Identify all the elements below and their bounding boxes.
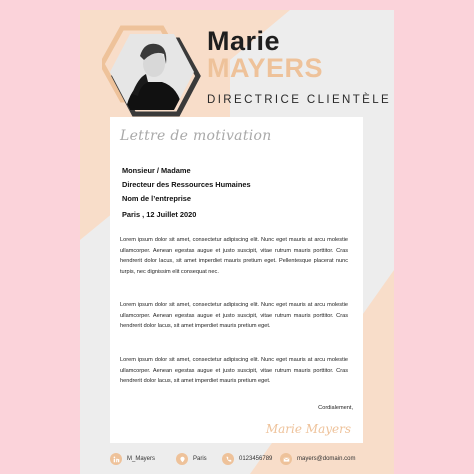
recipient-line: Monsieur / Madame [122, 166, 191, 175]
phone-number: 0123456789 [239, 456, 273, 462]
letter-date: Paris , 12 Juillet 2020 [122, 210, 197, 219]
letter-paragraph: Lorem ipsum dolor sit amet, consectetur adipiscing elit. Nunc eget mauris at arcu molestie ullamcorper. Aenean egestas augue et justo suscipit, vitae rutrum mauris porttitor. Cras hendrerit dolor lacus, sit amet imperdiet mauris pretium eget. [120, 302, 348, 329]
letter-paragraph: Lorem ipsum dolor sit amet, consectetur adipiscing elit. Nunc eget mauris at arcu molestie ullamcorper. Aenean egestas augue et justo suscipit, vitae rutrum mauris porttitor. Cras hendrerit dolor lacus, sit amet imperdiet mauris pretium eget. Pellentesque placerat nunc turpis, nec dignissim elit consequat nec. [120, 237, 348, 275]
first-name: Marie [207, 26, 281, 56]
recipient-line: Directeur des Ressources Humaines [122, 180, 251, 189]
closing-text: Cordialement, [318, 405, 353, 411]
recipient-line: Nom de l’entreprise [122, 194, 191, 203]
signature: Marie Mayers [265, 422, 351, 436]
email-icon [280, 453, 292, 465]
last-name: MAYERS [207, 53, 324, 83]
linkedin-icon [110, 453, 122, 465]
city-label: Paris [193, 456, 207, 462]
profile-photo-frame [102, 24, 202, 120]
letter-paragraph: Lorem ipsum dolor sit amet, consectetur adipiscing elit. Nunc eget mauris at arcu molestie ullamcorper. Aenean egestas augue et justo suscipit, vitae rutrum mauris porttitor. Cras hendrerit dolor lacus, sit amet imperdiet mauris pretium eget. [120, 357, 348, 384]
contact-city [176, 453, 207, 465]
linkedin-handle: M_Mayers [127, 456, 156, 462]
location-icon [176, 453, 188, 465]
letter-heading: Lettre de motivation [120, 128, 272, 144]
job-title: DIRECTRICE CLIENTÈLE [207, 94, 392, 106]
contact-phone [222, 453, 272, 465]
contact-footer [80, 448, 394, 474]
resume-page [80, 10, 394, 474]
email-address: mayers@domain.com [297, 456, 356, 462]
cover-letter [110, 117, 363, 443]
contact-linkedin [110, 453, 155, 465]
phone-icon [222, 453, 234, 465]
contact-email [280, 453, 355, 465]
